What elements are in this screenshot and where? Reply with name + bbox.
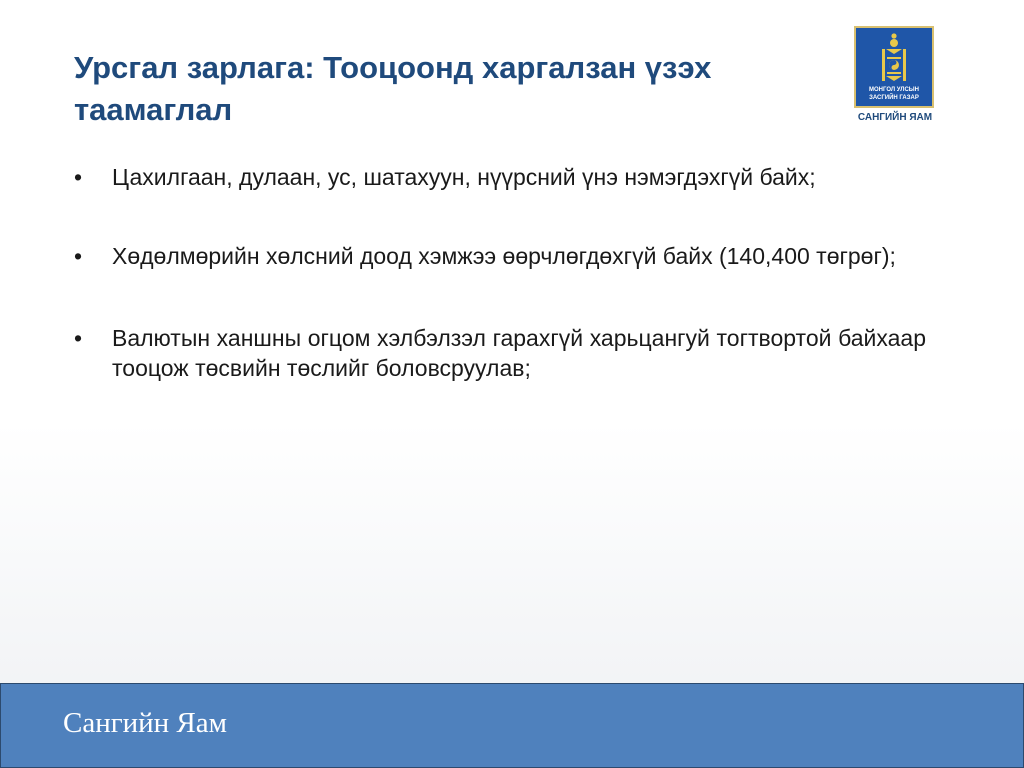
bullet-item <box>74 323 926 383</box>
emblem-line-2: ЗАСГИЙН ГАЗАР <box>869 95 919 101</box>
logo-caption: САНГИЙН ЯАМ <box>857 112 933 123</box>
bullet-item <box>74 162 926 192</box>
bullet-item <box>74 241 926 271</box>
bullet-marker: • <box>74 325 83 351</box>
soyombo-icon <box>881 32 907 84</box>
bullet-marker: • <box>74 164 83 190</box>
bullet-text: Цахилгаан, дулаан, ус, шатахуун, нүүрсний үнэ нэмэгдэхгүй байх; <box>112 164 816 190</box>
bullet-list <box>74 162 926 432</box>
government-logo <box>846 22 946 132</box>
slide-title: Урсгал зарлага: Тооцоонд харгалзан үзэх таамаглал <box>74 50 712 127</box>
emblem-badge <box>854 26 934 108</box>
emblem-line-1: МОНГОЛ УЛСЫН <box>869 87 919 93</box>
bullet-text: Валютын ханшны огцом хэлбэлзэл гарахгүй харьцангуй тогтвортой байхаар тооцож төсвийн төслийг боловсруулав; <box>112 325 926 381</box>
bullet-text: Хөдөлмөрийн хөлсний доод хэмжээ өөрчлөгдөхгүй байх (140,400 төгрөг); <box>112 243 896 269</box>
bullet-marker: • <box>74 243 83 269</box>
footer-text: Сангийн Яам <box>63 707 228 739</box>
footer-bar <box>0 683 1024 768</box>
